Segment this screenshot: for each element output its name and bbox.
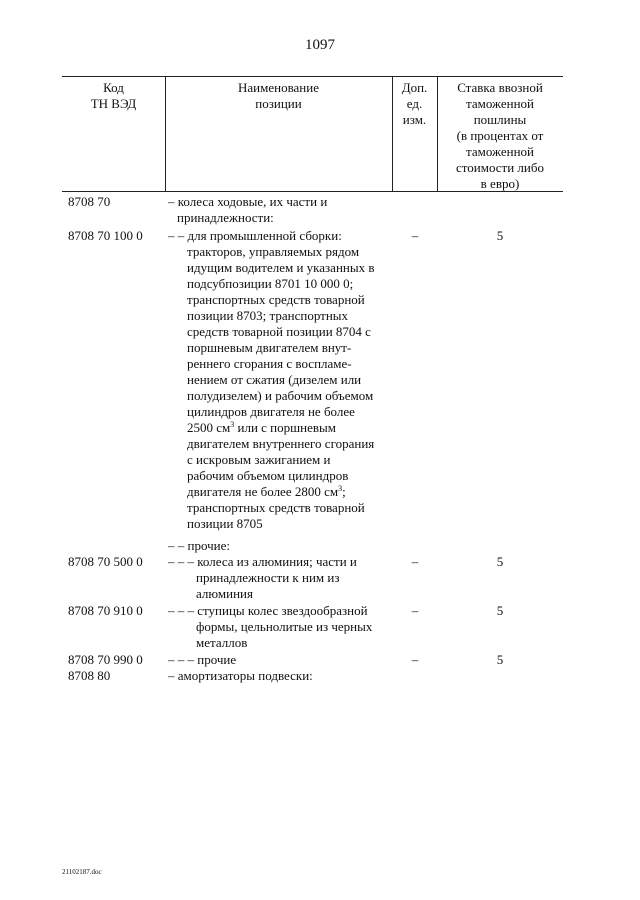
footer-filename: 21102187.doc xyxy=(62,868,102,876)
row-rate: 5 xyxy=(496,228,504,243)
row-code: 8708 70 xyxy=(68,194,111,209)
row-description: – – – ступицы колес звездообразной формы, цельнолитые из черных металлов xyxy=(168,603,373,650)
row-code: 8708 70 990 0 xyxy=(68,652,143,667)
row-description: – – – прочие xyxy=(168,652,237,667)
row-description: – – прочие: xyxy=(168,538,230,553)
page-number: 1097 xyxy=(305,37,335,53)
header-unit: Доп. ед. изм. xyxy=(401,80,428,127)
table-top-rule xyxy=(62,76,563,77)
header-code: Код ТН ВЭД xyxy=(90,80,137,111)
row-code: 8708 80 xyxy=(68,668,111,683)
row-code: 8708 70 100 0 xyxy=(68,228,143,243)
row-description: – амортизаторы подвески: xyxy=(168,668,313,683)
row-description: – – – колеса из алюминия; части и принадлежности к ним из алюминия xyxy=(168,554,357,601)
row-code: 8708 70 500 0 xyxy=(68,554,143,569)
row-unit: – xyxy=(411,554,419,569)
row-code: 8708 70 910 0 xyxy=(68,603,143,618)
header-rate: Ставка ввозной таможенной пошлины (в процентах от таможенной стоимости либо в евро) xyxy=(455,80,544,191)
row-rate: 5 xyxy=(496,554,504,569)
header-name: Наименование позиции xyxy=(238,80,319,111)
row-rate: 5 xyxy=(496,603,504,618)
row-unit: – xyxy=(411,228,419,243)
row-unit: – xyxy=(411,603,419,618)
row-rate: 5 xyxy=(496,652,504,667)
row-description: – – для промышленной сборки: тракторов, управляемых рядом идущим водителем и указанных в подсубпозиции 8701 10 000 0; транспортных средств товарной позиции 8703; транспортных средств товарной позиции 8704 с поршневым двигателем внут- реннего сгорания с воспламе- нением от сжатия (дизелем или полудизелем) и рабочим объемом цилиндров двигателя не более 2500 $см^3$ или с поршневым двигателем внутреннего сгорания с искровым зажиганием и рабочим объемом цилиндров двигателя не более 2800 $см^3$; транспортных средств товарной позиции 8705 xyxy=(168,228,375,531)
row-description: – колеса ходовые, их части и принадлежности: xyxy=(168,194,328,225)
row-unit: – xyxy=(411,652,419,667)
